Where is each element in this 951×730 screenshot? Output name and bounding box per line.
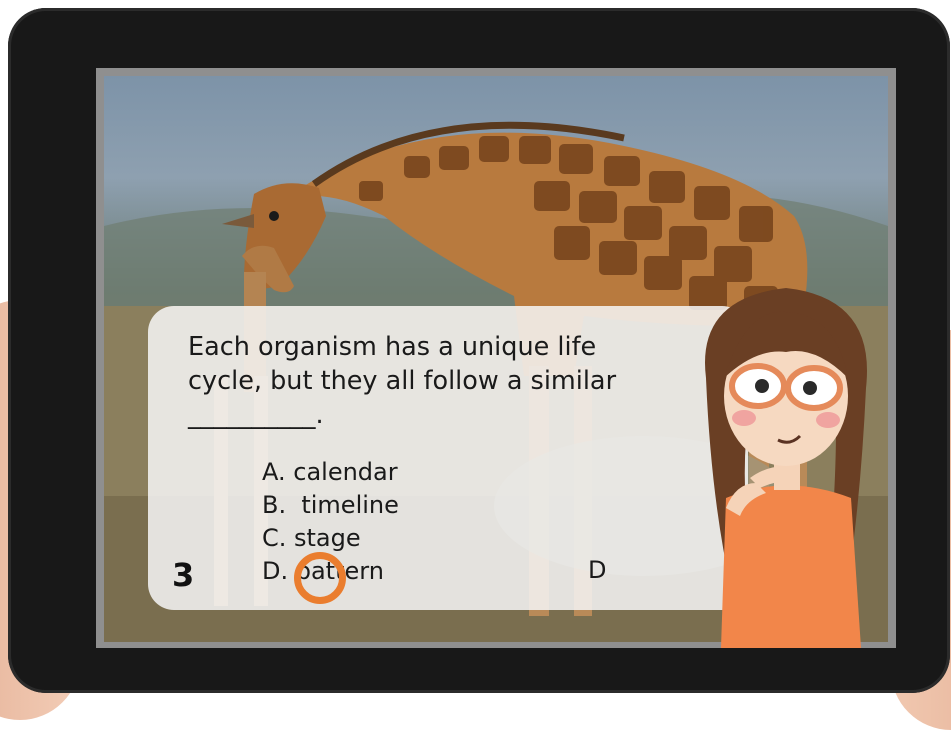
question-card <box>148 306 748 610</box>
option-d[interactable]: D. pattern <box>262 557 384 585</box>
tablet-screen <box>96 68 896 648</box>
question-text: Each organism has a unique life cycle, but they all follow a similar __________. <box>188 332 617 430</box>
question-number: 3 <box>172 556 195 594</box>
option-c[interactable]: C. stage <box>262 524 361 552</box>
answer-key: D <box>588 556 607 584</box>
option-b[interactable]: B. timeline <box>262 491 399 519</box>
girl-character-icon <box>686 268 886 648</box>
option-a[interactable]: A. calendar <box>262 458 398 486</box>
highlight-circle <box>294 552 346 604</box>
tablet-frame <box>8 8 950 693</box>
